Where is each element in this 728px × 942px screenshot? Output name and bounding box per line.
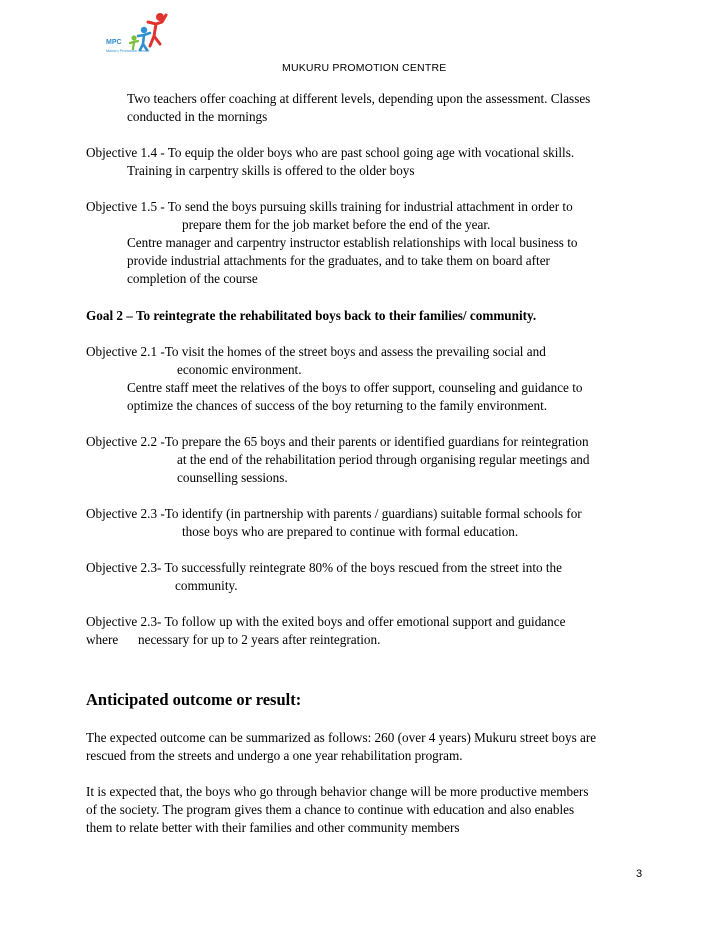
objective-1-5: Objective 1.5 - To send the boys pursuing skills training for industrial attachment in order to bbox=[86, 199, 573, 214]
goal-2-heading: Goal 2 – To reintegrate the rehabilitated boys back to their families/ community. bbox=[86, 308, 537, 323]
text-line: community. bbox=[175, 578, 238, 593]
text-line: those boys who are prepared to continue with formal education. bbox=[182, 524, 519, 539]
text-line: The expected outcome can be summarized as follows: 260 (over 4 years) Mukuru street boys are bbox=[86, 730, 597, 745]
text-line: them to relate better with their families and other community members bbox=[86, 820, 460, 835]
objective-2-3-reintegrate: Objective 2.3- To successfully reintegrate 80% of the boys rescued from the street into the bbox=[86, 560, 562, 575]
text-line: where necessary for up to 2 years after reintegration. bbox=[86, 632, 381, 647]
text-line: of the society. The program gives them a chance to continue with education and also enables bbox=[86, 802, 575, 817]
text-line: at the end of the rehabilitation period through organising regular meetings and bbox=[177, 452, 590, 467]
text-line: Two teachers offer coaching at different levels, depending upon the assessment. Classes bbox=[127, 91, 591, 106]
text-line: counselling sessions. bbox=[177, 470, 288, 485]
objective-2-3: Objective 2.3 -To identify (in partnership with parents / guardians) suitable formal schools for bbox=[86, 506, 582, 521]
objective-2-1: Objective 2.1 -To visit the homes of the street boys and assess the prevailing social and bbox=[86, 344, 546, 359]
objective-2-3-follow-up: Objective 2.3- To follow up with the exited boys and offer emotional support and guidance bbox=[86, 614, 566, 629]
text-line: completion of the course bbox=[127, 271, 258, 286]
objective-2-2: Objective 2.2 -To prepare the 65 boys and their parents or identified guardians for reintegration bbox=[86, 434, 589, 449]
text-line: Training in carpentry skills is offered to the older boys bbox=[127, 163, 415, 178]
objective-1-4: Objective 1.4 - To equip the older boys who are past school going age with vocational skills. bbox=[86, 145, 575, 160]
text-line: provide industrial attachments for the graduates, and to take them on board after bbox=[127, 253, 550, 268]
text-line: Centre manager and carpentry instructor establish relationships with local business to bbox=[127, 235, 578, 250]
text-line: conducted in the mornings bbox=[127, 109, 268, 124]
logo-subtext: Mukuru Promotion Centre bbox=[106, 49, 150, 53]
header-title: MUKURU PROMOTION CENTRE bbox=[282, 62, 447, 74]
text-line: It is expected that, the boys who go through behavior change will be more productive members bbox=[86, 784, 589, 799]
text-line: rescued from the streets and undergo a one year rehabilitation program. bbox=[86, 748, 463, 763]
organization-logo bbox=[104, 10, 170, 56]
text-line: Centre staff meet the relatives of the boys to offer support, counseling and guidance to bbox=[127, 380, 583, 395]
page-number: 3 bbox=[636, 868, 643, 880]
section-heading: Anticipated outcome or result: bbox=[86, 690, 302, 709]
text-line: economic environment. bbox=[177, 362, 302, 377]
text-line: optimize the chances of success of the boy returning to the family environment. bbox=[127, 398, 548, 413]
logo-text: MPC bbox=[106, 39, 122, 46]
text-line: prepare them for the job market before the end of the year. bbox=[182, 217, 491, 232]
